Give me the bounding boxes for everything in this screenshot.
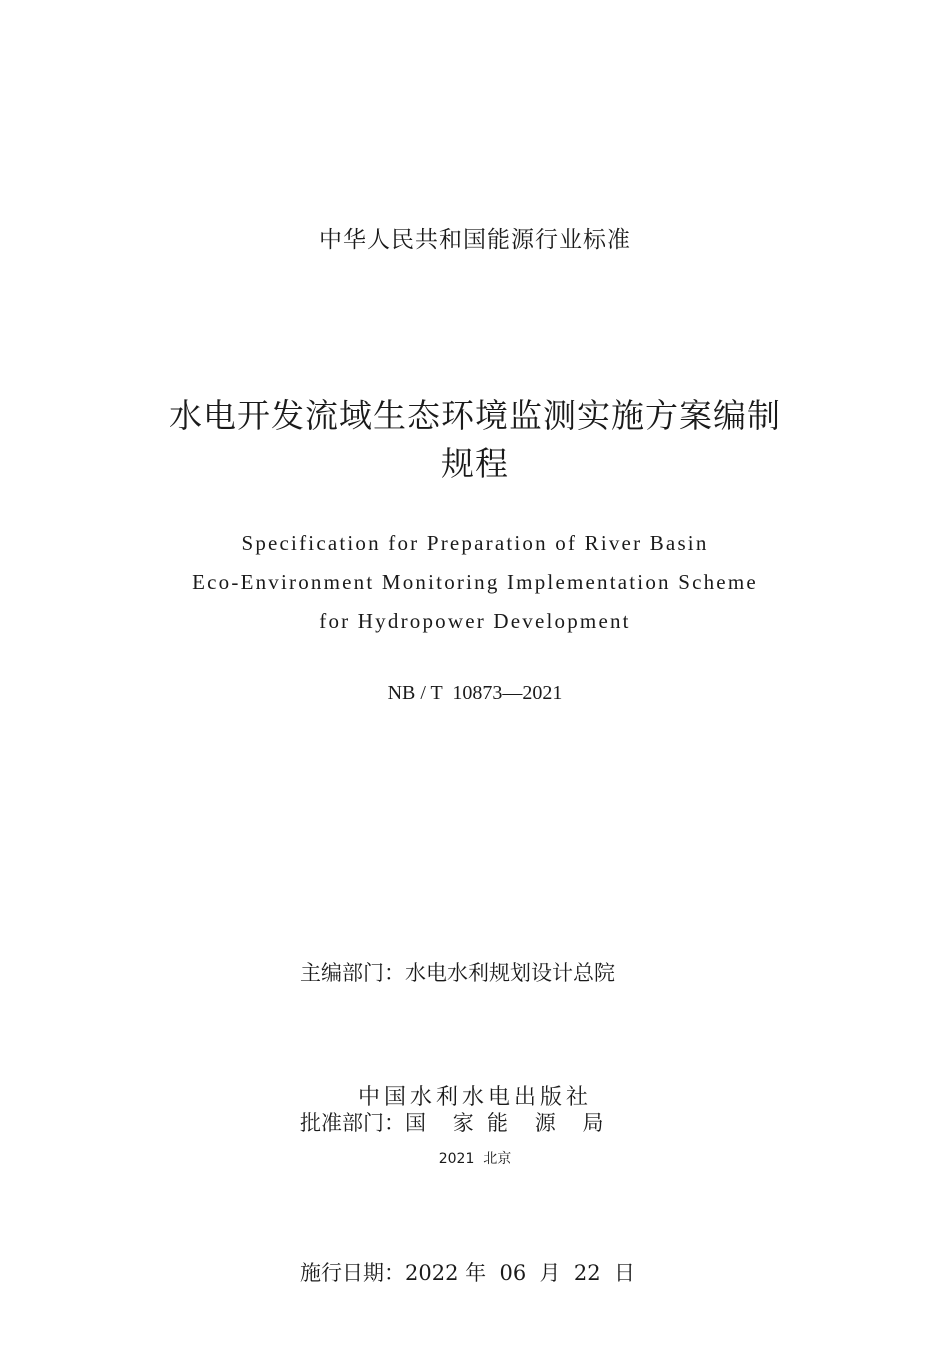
publication-year-place: 2021 北京 (438, 1151, 512, 1167)
title-cn-line-1: 水电开发流域生态环境监测实施方案编制 (169, 396, 781, 435)
approval-department: 批准部门：国 家 能 源 局 (300, 1111, 604, 1135)
title-en-line-1: Specification for Preparation of River Basin (241, 531, 709, 555)
industry-standard-heading: 中华人民共和国能源行业标准 (319, 227, 631, 253)
publisher-name: 中国水利水电出版社 (357, 1085, 592, 1110)
title-en-line-3: for Hydropower Development (319, 609, 631, 633)
document-title-chinese (0, 392, 950, 488)
title-cn-line-2: 规程 (441, 444, 509, 483)
editor-department: 主编部门：水电水利规划设计总院 (300, 961, 615, 985)
title-en-line-2: Eco-Environment Monitoring Implementation Scheme (192, 570, 758, 594)
effective-date: 施行日期：2022 年 06 月 22 日 (300, 1261, 635, 1285)
document-title-english (0, 524, 950, 641)
standard-number: NB / T 10873—2021 (387, 682, 563, 704)
